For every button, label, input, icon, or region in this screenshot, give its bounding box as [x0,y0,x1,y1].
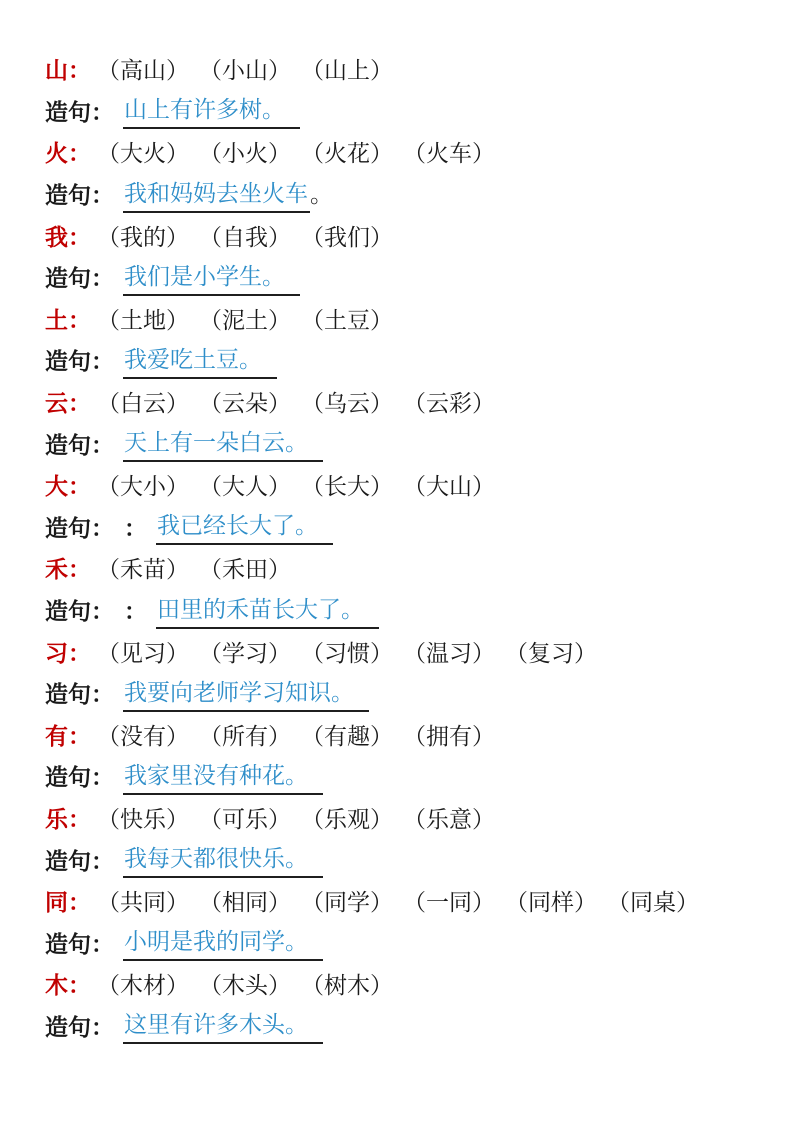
word-list [91,385,499,418]
sentence-label: 造句： [45,266,114,293]
headword-character: 云 [45,391,68,418]
sentence-label: 造句： [45,848,114,875]
word-list [91,52,397,85]
sentence-text: 我爱吃土豆。 [123,341,277,379]
entry-row [45,547,763,630]
word-list [91,801,499,834]
sentence-text: 天上有一朵白云。 [123,424,323,462]
word-item: （树木） [301,973,393,1000]
sentence-line [45,90,763,132]
headword-colon: ： [68,973,91,1000]
headword-character: 习 [45,640,68,667]
headword-character: 有 [45,723,68,750]
word-item: （火花） [301,141,393,168]
sentence-text: 我们是小学生。 [123,258,300,296]
entry-row [45,298,763,381]
word-list [91,635,601,668]
sentence-label: 造句： [45,599,114,626]
headword-character: 山 [45,58,68,85]
word-item: （土地） [97,307,189,334]
sentence-label: 造句： [45,515,114,542]
word-item: （快乐） [97,806,189,833]
word-item: （火车） [403,141,495,168]
entry-row [45,214,763,297]
sentence-label: 造句： [45,99,114,126]
word-list [91,468,499,501]
word-item: （可乐） [199,806,291,833]
entry-list [45,48,763,1046]
sentence-line [45,173,763,215]
sentence-text: 我每天都很快乐。 [123,840,323,878]
sentence-line [45,838,763,880]
word-item: （土豆） [301,307,393,334]
character-line [45,381,763,423]
sentence-label: 造句： [45,349,114,376]
headword-colon: ： [68,58,91,85]
entry-row [45,963,763,1046]
sentence-line [45,256,763,298]
character-line [45,547,763,589]
word-list [91,219,397,252]
sentence-line [45,589,763,631]
word-list [91,302,397,335]
sentence-line [45,1005,763,1047]
word-item: （同桌） [607,890,699,917]
word-item: （长大） [301,474,393,501]
word-item: （木头） [199,973,291,1000]
sentence-line [45,506,763,548]
word-item: （一同） [403,890,495,917]
character-line [45,714,763,756]
word-item: （复习） [505,640,597,667]
headword-colon: ： [68,391,91,418]
sentence-line [45,672,763,714]
sentence-label: 造句： [45,682,114,709]
entry-row [45,714,763,797]
sentence-label: 造句： [45,183,114,210]
extra-colon: ： [124,515,147,542]
entry-row [45,880,763,963]
headword-colon: ： [68,307,91,334]
word-item: （乐观） [301,806,393,833]
sentence-label: 造句： [45,765,114,792]
character-line [45,880,763,922]
word-item: （云彩） [403,391,495,418]
word-item: （拥有） [403,723,495,750]
word-list [91,718,499,751]
word-list [91,135,499,168]
headword-colon: ： [68,141,91,168]
word-item: （泥土） [199,307,291,334]
word-item: （自我） [199,224,291,251]
word-item: （有趣） [301,723,393,750]
character-line [45,464,763,506]
word-item: （学习） [199,640,291,667]
word-list [91,551,295,584]
character-line [45,48,763,90]
character-line [45,630,763,672]
headword-character: 大 [45,474,68,501]
word-item: （大山） [403,474,495,501]
sentence-text: 田里的禾苗长大了。 [156,591,379,629]
headword-character: 木 [45,973,68,1000]
word-item: （温习） [403,640,495,667]
word-item: （白云） [97,391,189,418]
sentence-text: 这里有许多木头。 [123,1006,323,1044]
word-item: （大小） [97,474,189,501]
entry-row [45,464,763,547]
word-item: （习惯） [301,640,393,667]
word-item: （见习） [97,640,189,667]
entry-row [45,630,763,713]
character-line [45,797,763,839]
headword-colon: ： [68,640,91,667]
word-item: （禾苗） [97,557,189,584]
headword-character: 土 [45,307,68,334]
headword-character: 禾 [45,557,68,584]
sentence-label: 造句： [45,432,114,459]
word-item: （乐意） [403,806,495,833]
word-list [91,884,703,917]
character-line [45,963,763,1005]
headword-character: 乐 [45,806,68,833]
character-line [45,131,763,173]
sentence-text: 小明是我的同学。 [123,923,323,961]
headword-colon: ： [68,890,91,917]
sentence-line [45,339,763,381]
headword-colon: ： [68,806,91,833]
word-item: （我们） [301,224,393,251]
sentence-text: 我家里没有种花。 [123,757,323,795]
word-item: （我的） [97,224,189,251]
word-item: （山上） [301,58,393,85]
entry-row [45,797,763,880]
headword-character: 火 [45,141,68,168]
headword-character: 同 [45,890,68,917]
sentence-label: 造句： [45,1014,114,1041]
headword-colon: ： [68,224,91,251]
word-list [91,967,397,1000]
word-item: （共同） [97,890,189,917]
sentence-text: 我要向老师学习知识。 [123,674,369,712]
headword-character: 我 [45,224,68,251]
entry-row [45,131,763,214]
word-item: （木材） [97,973,189,1000]
headword-colon: ： [68,557,91,584]
headword-colon: ： [68,723,91,750]
sentence-line [45,921,763,963]
word-item: （云朵） [199,391,291,418]
word-item: （相同） [199,890,291,917]
extra-colon: ： [124,599,147,626]
sentence-period: 。 [310,181,333,208]
sentence-label: 造句： [45,931,114,958]
word-item: （大人） [199,474,291,501]
word-item: （小火） [199,141,291,168]
sentence-text: 我已经长大了。 [156,507,333,545]
word-item: （大火） [97,141,189,168]
word-item: （同学） [301,890,393,917]
headword-colon: ： [68,474,91,501]
word-item: （小山） [199,58,291,85]
word-item: （禾田） [199,557,291,584]
sentence-text: 山上有许多树。 [123,91,300,129]
word-item: （高山） [97,58,189,85]
sentence-line [45,422,763,464]
character-line [45,298,763,340]
word-item: （同样） [505,890,597,917]
word-item: （乌云） [301,391,393,418]
entry-row [45,48,763,131]
entry-row [45,381,763,464]
word-item: （所有） [199,723,291,750]
character-line [45,214,763,256]
sentence-line [45,755,763,797]
sentence-text: 我和妈妈去坐火车 [123,175,310,213]
word-item: （没有） [97,723,189,750]
